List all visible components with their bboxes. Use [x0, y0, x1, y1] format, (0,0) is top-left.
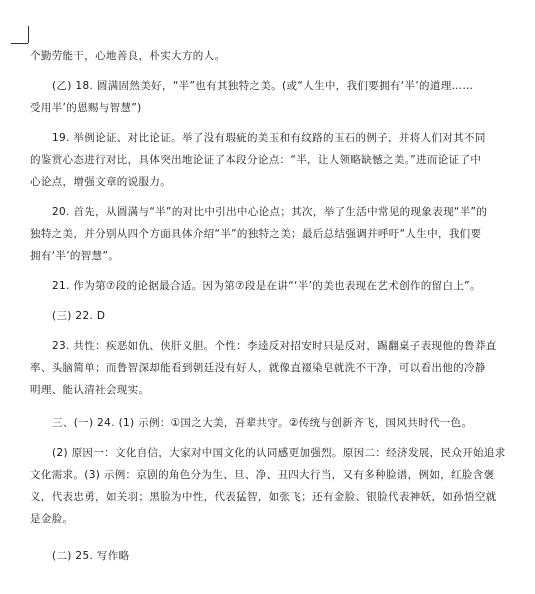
answer-23-line-3: 明理、能认清社会现实。 [30, 384, 150, 396]
answer-document [30, 45, 510, 567]
answer-18-line-2: 受用半’的恩赐与智慧”) [30, 102, 142, 114]
answer-23-line-1: 23. 共性：疾恶如仇、侠肝义胆。个性：李逵反对招安时只是反对，踢翻桌子表现他的鲁莽直 [52, 340, 497, 352]
answer-18-line-1: (乙) 18. 圆满固然美好，“半”也有其独特之美。(或“人生中，我们要拥有‘半’的道理…… [52, 80, 474, 92]
answer-21-line: 21. 作为第⑦段的论据最合适。因为第⑦段是在讲“‘半’的美也表现在艺术创作的留白上”。 [52, 280, 481, 292]
answer-20-line-3: 拥有‘半’的智慧”。 [30, 250, 120, 262]
answer-24-line-4: 义，代表忠勇，如关羽；黑脸为中性，代表猛智，如张飞；还有金脸、银脸代表神妖，如孙悟空就 [30, 491, 497, 503]
answer-20-line-1: 20. 首先，从圆满与“半”的对比中引出中心论点；其次，举了生活中常见的现象表现“半”的 [52, 206, 488, 218]
answer-19-line-2: 的鉴赏心态进行对比，具体突出地论证了本段分论点：“半，让人领略缺憾之美。”进而论证了中 [30, 154, 482, 166]
page-corner-mark-horizontal [11, 43, 28, 44]
answer-24-line-1: 三、(一) 24. (1) 示例：①国之大美，吾辈共守。②传统与创新齐飞，国风共时代一色。 [52, 417, 473, 429]
page-corner-mark-vertical [28, 26, 29, 43]
answer-25-line: (二) 25. 写作略 [52, 550, 130, 562]
answer-23-line-2: 率、头脑简单；而鲁智深却能看到朝廷没有好人，就像直裰染皂就洗不干净，可以看出他的冷静 [30, 362, 486, 374]
answer-19-line-3: 心论点，增强文章的说服力。 [30, 176, 172, 188]
answer-22-line: (三) 22. D [52, 310, 106, 322]
text-line-1: 个勤劳能干，心地善良，朴实大方的人。 [30, 50, 226, 62]
answer-19-line-1: 19. 举例论证、对比论证。举了没有瑕疵的美玉和有纹路的玉石的例子，并将人们对其不同 [52, 132, 486, 144]
answer-24-line-2: (2) 原因一：文化自信，大家对中国文化的认同感更加强烈。原因二：经济发展，民众开始追求 [52, 447, 506, 459]
answer-24-line-3: 文化需求。(3) 示例：京剧的角色分为生、旦、净、丑四大行当，又有多种脸谱，例如，红脸含褒 [30, 469, 495, 481]
answer-20-line-2: 独特之美，并分别从四个方面具体介绍“半”的独特之美；最后总结强调并呼吁“人生中，我们要 [30, 228, 482, 240]
answer-24-line-5: 是金脸。 [30, 513, 74, 525]
